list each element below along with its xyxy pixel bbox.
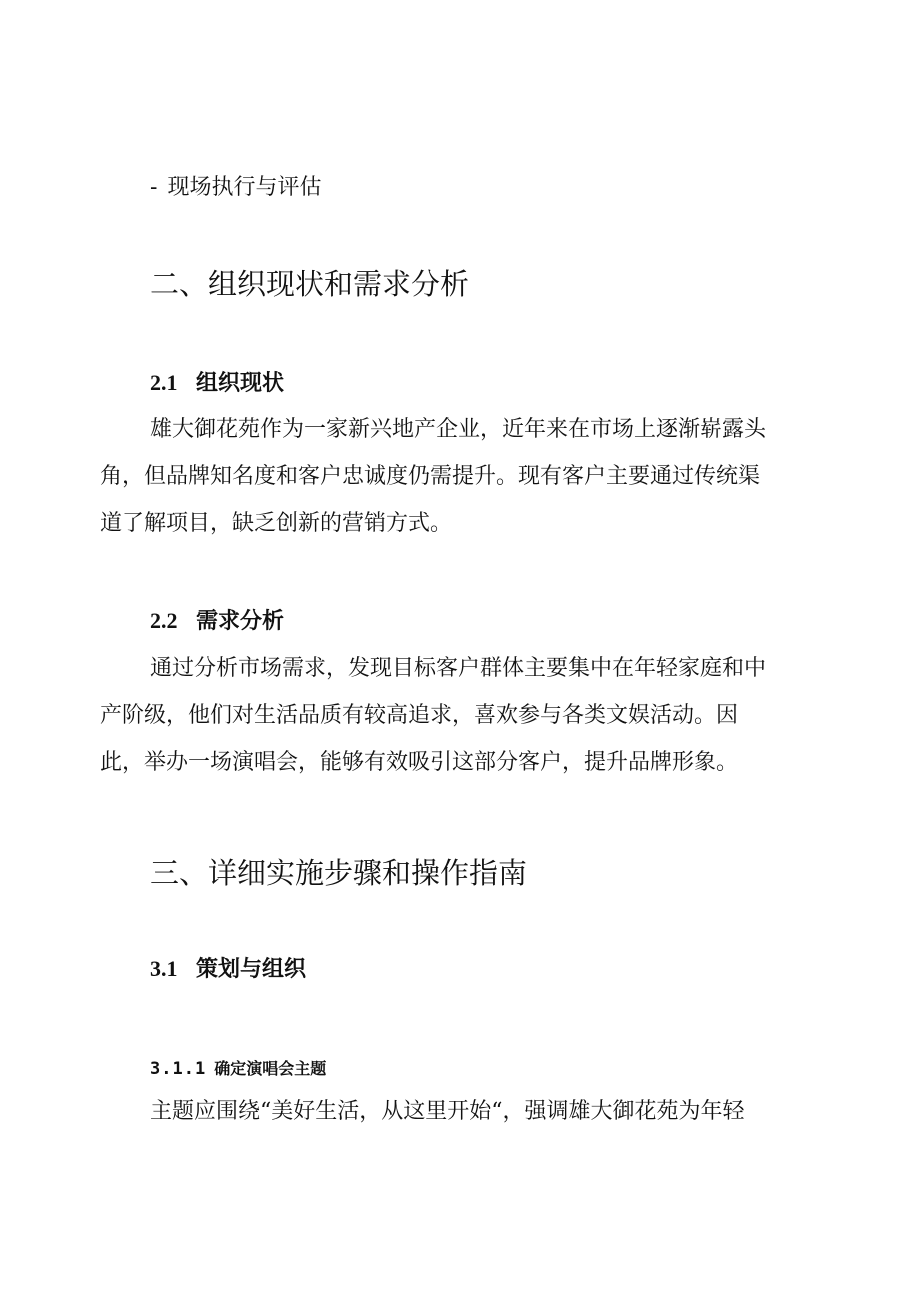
subsection-2-1-heading — [150, 366, 284, 397]
paragraph-2-2 — [100, 645, 802, 786]
bullet-dash: - — [150, 175, 158, 200]
subsection-title: 策划与组织 — [196, 956, 307, 982]
paragraph-2-1 — [100, 406, 802, 547]
bullet-item — [150, 170, 321, 201]
paragraph-line: 雄大御花苑作为一家新兴地产企业，近年来在市场上逐渐崭露头 — [150, 417, 767, 442]
subsection-title: 组织现状 — [196, 370, 285, 396]
subsection-number: 2.1 — [150, 370, 178, 395]
paragraph-line: 主题应围绕“美好生活，从这里开始“，强调雄大御花苑为年轻 — [150, 1099, 745, 1124]
subsection-title: 需求分析 — [196, 608, 285, 634]
paragraph-line: 通过分析市场需求，发现目标客户群体主要集中在年轻家庭和中 — [150, 656, 767, 681]
subsection-2-2-heading — [150, 604, 284, 635]
subsection-number: 2.2 — [150, 608, 178, 633]
paragraph-line: 道了解项目，缺乏创新的营销方式。 — [100, 511, 453, 536]
subsection-number: 3.1 — [150, 956, 178, 981]
section-3-heading: 三、详细实施步骤和操作指南 — [150, 856, 528, 890]
paragraph-3-1-1 — [150, 1088, 802, 1135]
section-2-heading: 二、组织现状和需求分析 — [150, 267, 470, 301]
paragraph-line: 角，但品牌知名度和客户忠诚度仍需提升。现有客户主要通过传统渠 — [100, 464, 761, 489]
subsection-title: 确定演唱会主题 — [214, 1059, 327, 1078]
subsection-3-1-1-heading — [150, 1056, 326, 1079]
paragraph-line: 产阶级，他们对生活品质有较高追求，喜欢参与各类文娱活动。因 — [100, 703, 739, 728]
bullet-text: 现场执行与评估 — [167, 175, 322, 200]
subsection-3-1-heading — [150, 952, 306, 983]
subsection-number: 3.1.1 — [150, 1059, 207, 1079]
paragraph-line: 此，举办一场演唱会，能够有效吸引这部分客户，提升品牌形象。 — [100, 750, 739, 775]
